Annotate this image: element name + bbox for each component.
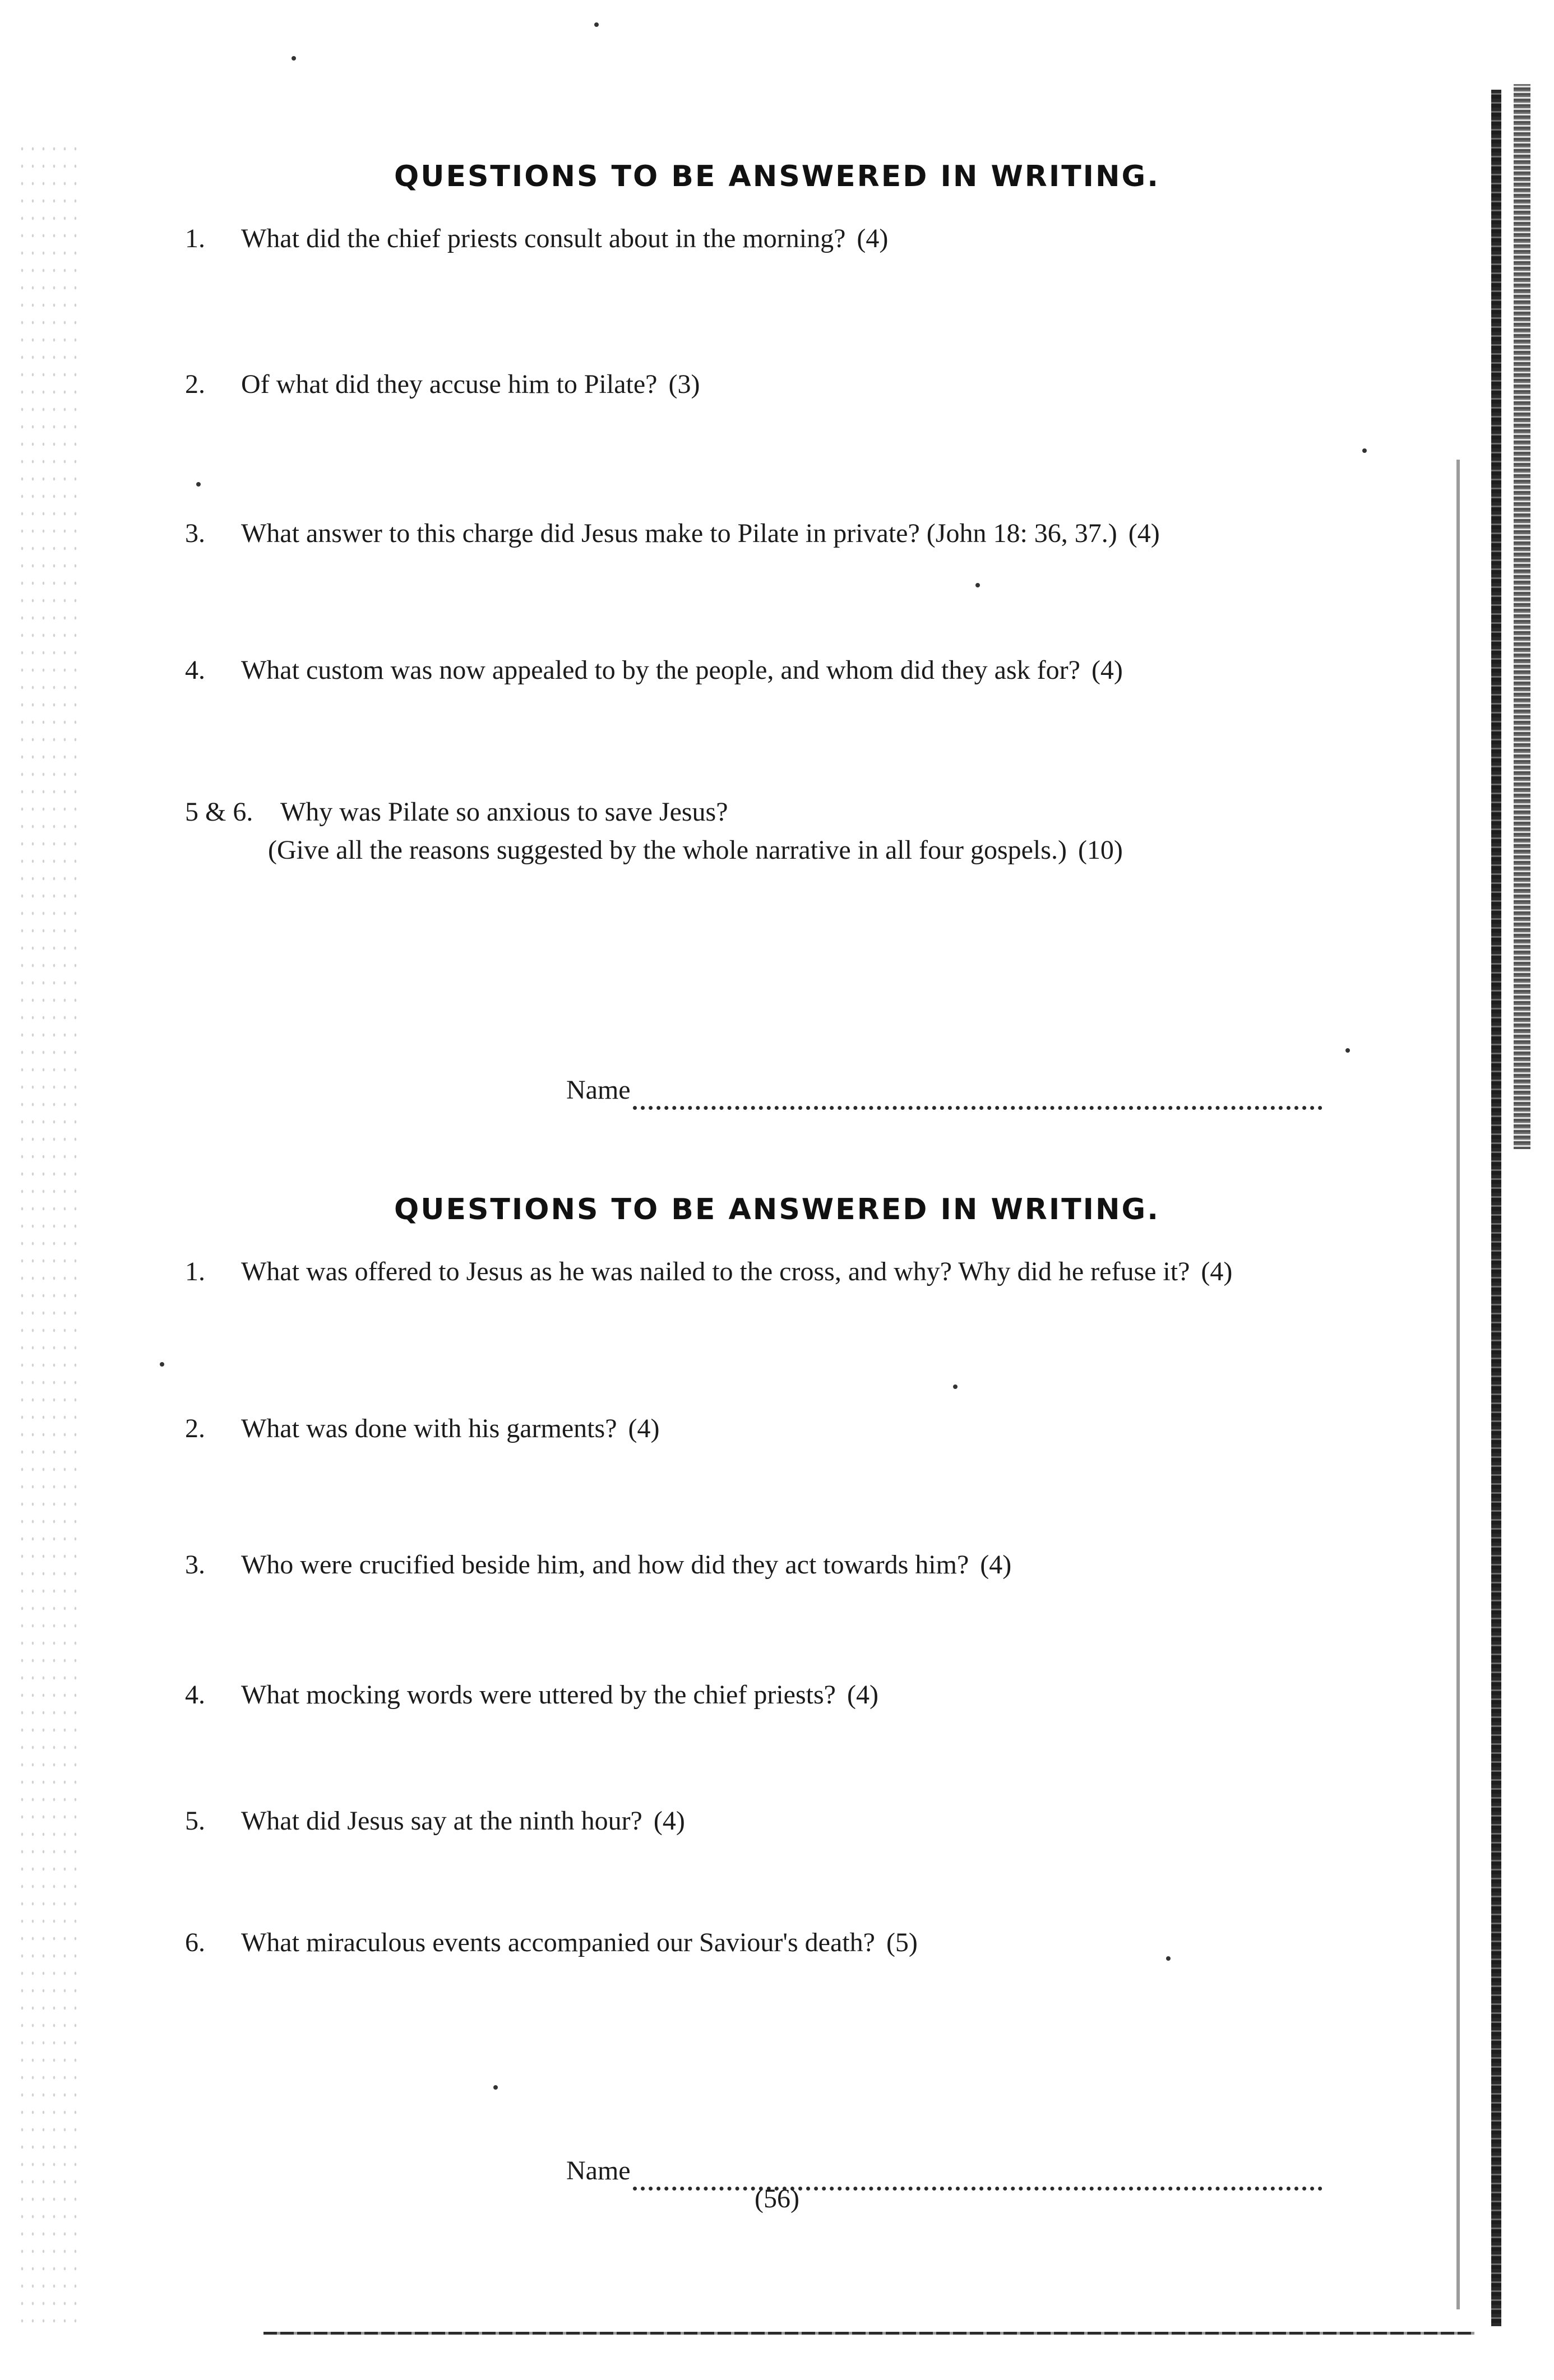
section-1-question-3: [185, 515, 1390, 553]
question-number: 4.: [185, 655, 205, 685]
question-number: 1.: [185, 224, 205, 253]
section-2-question-2: [185, 1410, 1390, 1448]
question-text: What custom was now appealed to by the people, and whom did they ask for?: [241, 655, 1080, 685]
scan-speck: [953, 1385, 958, 1389]
scan-edge-right-inner: [1456, 460, 1460, 2309]
section-2-question-3: [185, 1546, 1390, 1584]
scan-speck: [594, 22, 599, 27]
scan-edge-right-outer: [1514, 84, 1530, 1149]
scan-speck: [975, 583, 980, 587]
page-number: (56): [755, 2184, 799, 2214]
question-number: 2.: [185, 1414, 205, 1443]
question-points: (4): [653, 1806, 685, 1836]
question-note: (Give all the reasons suggested by the whole narrative in all four gospels.): [268, 835, 1067, 865]
question-points: (10): [1077, 835, 1123, 865]
question-points: (4): [1201, 1257, 1233, 1286]
scan-edge-bottom: [263, 2332, 1474, 2335]
question-text: Why was Pilate so anxious to save Jesus?: [280, 797, 728, 827]
question-number: 3.: [185, 518, 205, 548]
question-text: Who were crucified beside him, and how did they act towards him?: [241, 1550, 969, 1580]
question-points: (3): [668, 369, 700, 399]
scan-noise-left: [17, 140, 84, 2326]
scan-speck: [160, 1362, 164, 1367]
question-text: Of what did they accuse him to Pilate?: [241, 369, 658, 399]
scan-speck: [493, 2085, 498, 2090]
question-text: What answer to this charge did Jesus make to Pilate in private? (John 18: 36, 37.): [241, 518, 1117, 548]
question-text: What miraculous events accompanied our Saviour's death?: [241, 1928, 875, 1957]
section-2-question-4: [185, 1676, 1390, 1714]
question-points: (4): [857, 224, 889, 253]
question-text: What was offered to Jesus as he was nailed to the cross, and why? Why did he refuse it?: [241, 1257, 1190, 1286]
question-text: What did Jesus say at the ninth hour?: [241, 1806, 642, 1836]
scan-speck: [292, 56, 296, 61]
question-points: (4): [1091, 655, 1123, 685]
question-points: (5): [886, 1928, 918, 1957]
section-2-question-5: [185, 1802, 1390, 1840]
question-points: (4): [1128, 518, 1160, 548]
question-number: 5.: [185, 1806, 205, 1836]
question-number: 2.: [185, 369, 205, 399]
question-text: What was done with his garments?: [241, 1414, 617, 1443]
name-label: Name: [566, 2156, 631, 2185]
question-points: (4): [980, 1550, 1012, 1580]
section-2-question-6: [185, 1924, 1390, 1962]
section-1-question-5-6: [185, 793, 1390, 869]
section-1-name-field[interactable]: [566, 1071, 1379, 1110]
name-label: Name: [566, 1075, 631, 1105]
scan-speck: [196, 482, 201, 487]
section-1-question-4: [185, 651, 1390, 689]
question-number: 4.: [185, 1680, 205, 1710]
question-points: (4): [847, 1680, 878, 1710]
question-points: (4): [628, 1414, 660, 1443]
question-number: 3.: [185, 1550, 205, 1580]
section-1-heading: QUESTIONS TO BE ANSWERED IN WRITING.: [394, 160, 1160, 193]
question-number: 6.: [185, 1928, 205, 1957]
section-2-question-1: [185, 1253, 1390, 1291]
scan-speck: [1362, 448, 1367, 453]
section-1-question-1: [185, 220, 1390, 258]
section-1-question-2: [185, 365, 1390, 404]
question-text: What mocking words were uttered by the chief priests?: [241, 1680, 836, 1710]
scan-speck: [1345, 1048, 1350, 1053]
name-dotted-line: [633, 1078, 1322, 1110]
question-text: What did the chief priests consult about in the morning?: [241, 224, 846, 253]
question-number: 1.: [185, 1257, 205, 1286]
question-number: 5 & 6.: [185, 797, 253, 827]
section-2-heading: QUESTIONS TO BE ANSWERED IN WRITING.: [394, 1193, 1160, 1226]
